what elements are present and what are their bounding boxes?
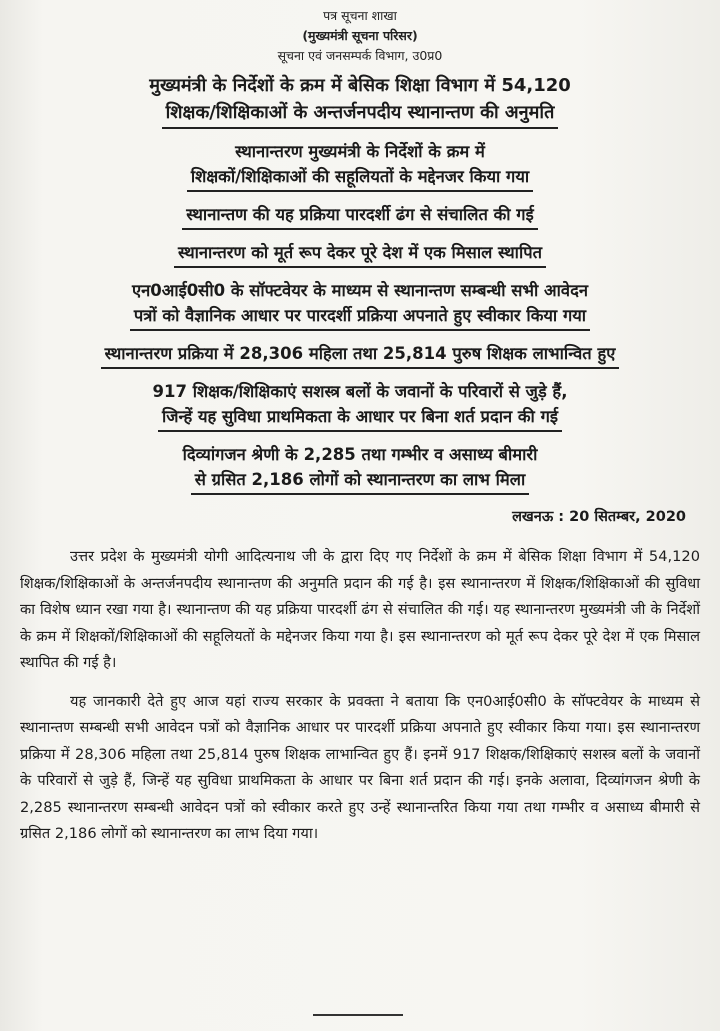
headline-8-line-2: से ग्रसित 2,186 लोगों को स्थानान्तरण का लाभ मिला (191, 467, 530, 495)
closing-divider (313, 1014, 403, 1016)
headline-2-line-1: स्थानान्तरण मुख्यमंत्री के निर्देशों के क्रम में (235, 142, 485, 161)
article-paragraph-1: उत्तर प्रदेश के मुख्यमंत्री योगी आदित्यनाथ जी के द्वारा दिए गए निर्देशों के क्रम में बेसिक शिक्षा विभाग में 54,120 शिक्षक/शिक्षिकाओं के अन्तर्जनपदीय स्थानान्तण की अनुमति प्रदान की गई है। इस स्थानान्तरण में शिक्षक/शिक्षिकाओं की सुविधा का विशेष ध्यान रखा गया है। स्थानान्तण की यह प्रक्रिया पारदर्शी ढंग से संचालित की गई। यह स्थानान्तरण मुख्यमंत्री जी के निर्देशों के क्रम में शिक्षकों/शिक्षिकाओं की सहूलियतों के मद्देनजर किया गया है। इस स्थानान्तरण को मूर्त रूप देकर पूरे देश में एक मिसाल स्थापित की गई है। (20, 548, 700, 671)
headline-7-line-2: जिन्हें यह सुविधा प्राथमिकता के आधार पर बिना शर्त प्रदान की गई (158, 404, 562, 432)
headline-7-line-1: 917 शिक्षक/शिक्षिकाएं सशस्त्र बलों के जवानों के परिवारों से जुड़े हैं, (152, 382, 568, 401)
headline-3-line-1: स्थानान्तण की यह प्रक्रिया पारदर्शी ढंग से संचालित की गई (182, 202, 537, 230)
headline-4-line-1: स्थानान्तरण को मूर्त रूप देकर पूरे देश में एक मिसाल स्थापित (174, 240, 546, 268)
headline-5 (30, 278, 690, 331)
headline-6 (30, 341, 690, 369)
dateline: लखनऊ : 20 सितम्बर, 2020 (512, 509, 686, 525)
headlines (30, 72, 690, 505)
headline-7 (30, 379, 690, 432)
article-body (20, 544, 700, 860)
headline-2 (30, 139, 690, 192)
headline-3 (30, 202, 690, 230)
article-paragraph-2: यह जानकारी देते हुए आज यहां राज्य सरकार के प्रवक्ता ने बताया कि एन0आई0सी0 के सॉफ्टवेयर के माध्यम से स्थानान्तण सम्बन्धी सभी आवेदन पत्रों को वैज्ञानिक आधार पर पारदर्शी प्रक्रिया अपनाते हुए स्वीकार किया गया। इस स्थानान्तरण प्रक्रिया में 28,306 महिला तथा 25,814 पुरुष शिक्षक लाभान्वित हुए हैं। इनमें 917 शिक्षक/शिक्षिकाएं सशस्त्र बलों के जवानों के परिवारों से जुड़े हैं, जिन्हें यह सुविधा प्राथमिकता के आधार पर बिना शर्त प्रदान की गई। इनके अलावा, दिव्यांगजन श्रेणी के 2,285 स्थानान्तरण सम्बन्धी आवेदन पत्रों को स्वीकार करते हुए उन्हें स्थानान्तरित किया गया तथा गम्भीर व असाध्य बीमारी से ग्रसित 2,186 लोगों को स्थानान्तरण का लाभ दिया गया। (20, 692, 700, 842)
headline-8-line-1: दिव्यांगजन श्रेणी के 2,285 तथा गम्भीर व असाध्य बीमारी (182, 445, 538, 464)
masthead-office: (मुख्यमंत्री सूचना परिसर) (302, 28, 418, 43)
headline-main-line-1: मुख्यमंत्री के निर्देशों के क्रम में बेसिक शिक्षा विभाग में 54,120 (149, 75, 571, 96)
headline-main (30, 72, 690, 129)
headline-6-line-1: स्थानान्तरण प्रक्रिया में 28,306 महिला तथा 25,814 पुरुष शिक्षक लाभान्वित हुए (101, 341, 620, 369)
headline-4 (30, 240, 690, 268)
headline-5-line-2: पत्रों को वैज्ञानिक आधार पर पारदर्शी प्रक्रिया अपनाते हुए स्वीकार किया गया (130, 303, 590, 331)
masthead-department: सूचना एवं जनसम्पर्क विभाग, उ0प्र0 (277, 48, 443, 63)
headline-8 (30, 442, 690, 495)
headline-5-line-1: एन0आई0सी0 के सॉफ्टवेयर के माध्यम से स्थानान्तण सम्बन्धी सभी आवेदन (131, 281, 589, 300)
headline-main-line-2: शिक्षक/शिक्षिकाओं के अन्तर्जनपदीय स्थानान्तण की अनुमति (162, 99, 559, 129)
masthead (0, 6, 720, 66)
masthead-department-branch: पत्र सूचना शाखा (323, 8, 397, 23)
headline-2-line-2: शिक्षकों/शिक्षिकाओं की सहूलियतों के मद्देनजर किया गया (187, 164, 533, 192)
